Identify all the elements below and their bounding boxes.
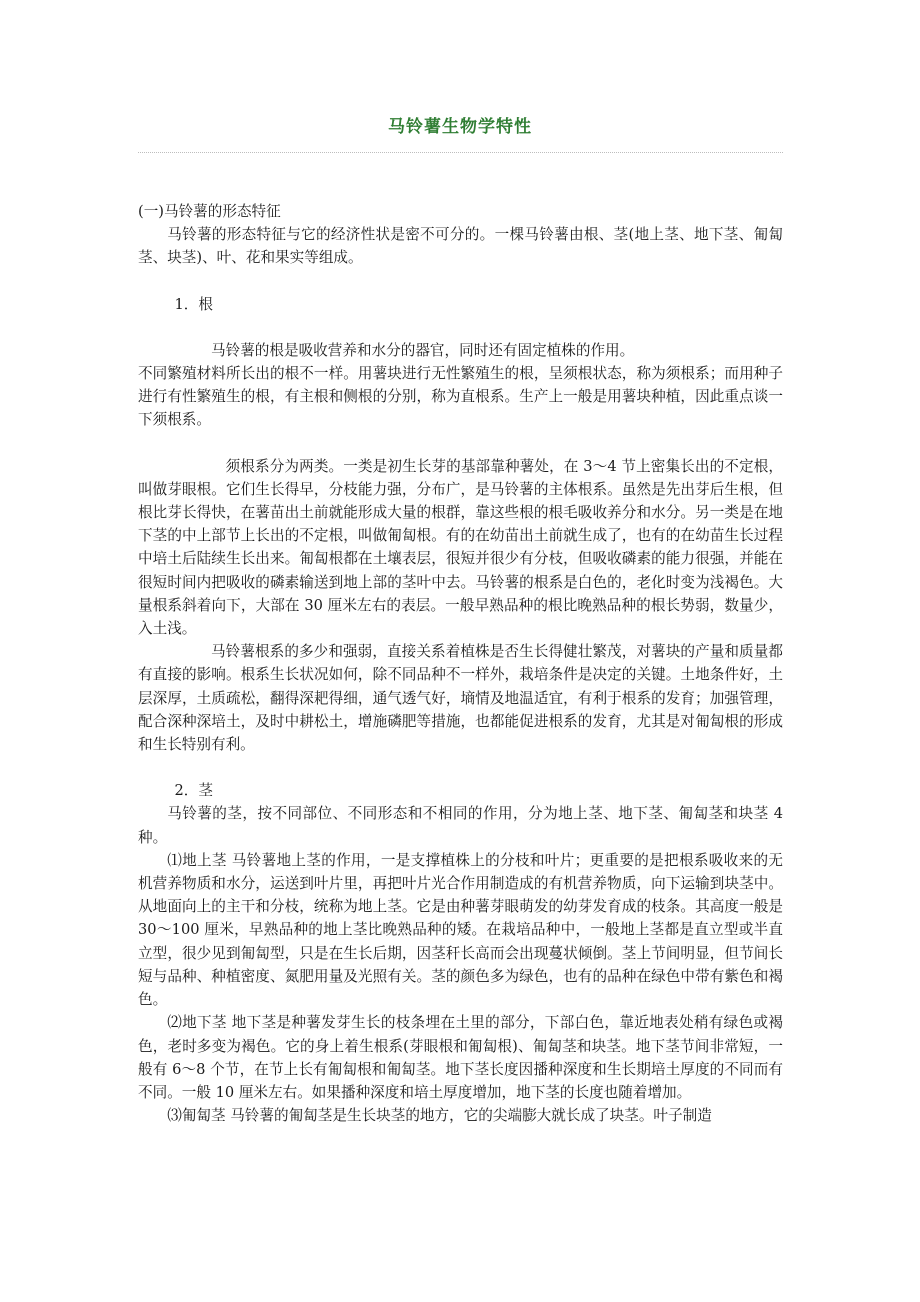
root-paragraph-1: 马铃薯的根是吸收营养和水分的器官，同时还有固定植株的作用。: [211, 341, 635, 359]
spacer: [138, 756, 783, 779]
section-heading: (一)马铃薯的形态特征: [138, 203, 281, 220]
root-paragraph-4: 马铃薯根系的多少和强弱，直接关系着植株是否生长得健壮繁茂，对薯块的产量和质量都有直接的影响。根系生长状况如何，除不同品种不一样外，栽培条件是决定的关键。土地条件好，土层深厚，土质疏松，翻得深耙得细，通气透气好，墒情及地温适宜，有利于根系的发育；加强管理，配合深种深培土，及时中耕松土，增施磷肥等措施，也都能促进根系的发育，尤其是对匍匐根的形成和生长特别有利。: [138, 643, 783, 754]
root-heading: 1．根: [174, 295, 213, 313]
stem-intro-paragraph: 马铃薯的茎，按不同部位、不同形态和不相同的作用，分为地上茎、地下茎、匍匐茎和块茎 4 种。: [138, 805, 783, 846]
stem-paragraph-3: ⑶匍匐茎 马铃薯的匍匐茎是生长块茎的地方，它的尖端膨大就长成了块茎。叶子制造: [167, 1107, 712, 1125]
stem-paragraph-1: ⑴地上茎 马铃薯地上茎的作用，一是支撑植株上的分枝和叶片；更重要的是把根系吸收来的无机营养物质和水分，运送到叶片里，再把叶片光合作用制造成的有机营养物质，向下运输到块茎中。从地面向上的主干和分枝，统称为地上茎。它是由种薯芽眼萌发的幼芽发育成的枝条。其高度一般是 30～100 厘米，早熟品种的地上茎比晚熟品种的矮。在栽培品种中，一般地上茎都是直立型或半直立型，很少见到匍匐型，只是在生长后期，因茎秆长高而会出现蔓状倾倒。茎上节间明显，但节间长短与品种、种植密度、氮肥用量及光照有关。茎的颜色多为绿色，也有的品种在绿色中带有紫色和褐色。: [138, 851, 783, 1009]
page-title: 马铃薯生物学特性: [388, 117, 532, 137]
intro-paragraph: 马铃薯的形态特征与它的经济性状是密不可分的。一棵马铃薯由根、茎(地上茎、地下茎、匍匐茎、块茎)、叶、花和果实等组成。: [138, 226, 783, 267]
article-body: [138, 200, 783, 1127]
title-divider: [138, 152, 783, 153]
spacer: [138, 316, 783, 339]
root-paragraph-3: 须根系分为两类。一类是初生长芽的基部靠种薯处，在 3～4 节上密集长出的不定根，叫做芽眼根。它们生长得早，分枝能力强，分布广，是马铃薯的主体根系。虽然是先出芽后生根，但根比芽长得快，在薯苗出土前就能形成大量的根群，靠这些根的根毛吸收养分和水分。另一类是在地下茎的中上部节上长出的不定根，叫做匍匐根。有的在幼苗出土前就生成了，也有的在幼苗生长过程中培土后陆续生长出来。匍匐根都在土壤表层，很短并很少有分枝，但吸收磷素的能力很强，并能在很短时间内把吸收的磷素输送到地上部的茎叶中去。马铃薯的根系是白色的，老化时变为浅褐色。大量根系斜着向下，大部在 30 厘米左右的表层。一般早熟品种的根比晚熟品种的根长势弱，数量少，入土浅。: [138, 457, 783, 638]
spacer: [138, 432, 783, 455]
stem-heading: 2．茎: [174, 782, 213, 800]
stem-paragraph-2: ⑵地下茎 地下茎是种薯发芽生长的枝条埋在土里的部分，下部白色，靠近地表处稍有绿色或褐色，老时多变为褐色。它的身上着生根系(芽眼根和匍匐根)、匍匐茎和块茎。地下茎节间非常短，一般有 6～8 个节，在节上长有匍匐根和匍匐茎。地下茎长度因播种深度和生长期培土厚度的不同而有不同。一般 10 厘米左右。如果播种深度和培土厚度增加，地下茎的长度也随着增加。: [138, 1014, 783, 1101]
spacer: [138, 270, 783, 293]
root-paragraph-2: 不同繁殖材料所长出的根不一样。用薯块进行无性繁殖生的根，呈须根状态，称为须根系；而用种子进行有性繁殖生的根，有主根和侧根的分别，称为直根系。生产上一般是用薯块种植，因此重点谈一下须根系。: [138, 365, 783, 429]
